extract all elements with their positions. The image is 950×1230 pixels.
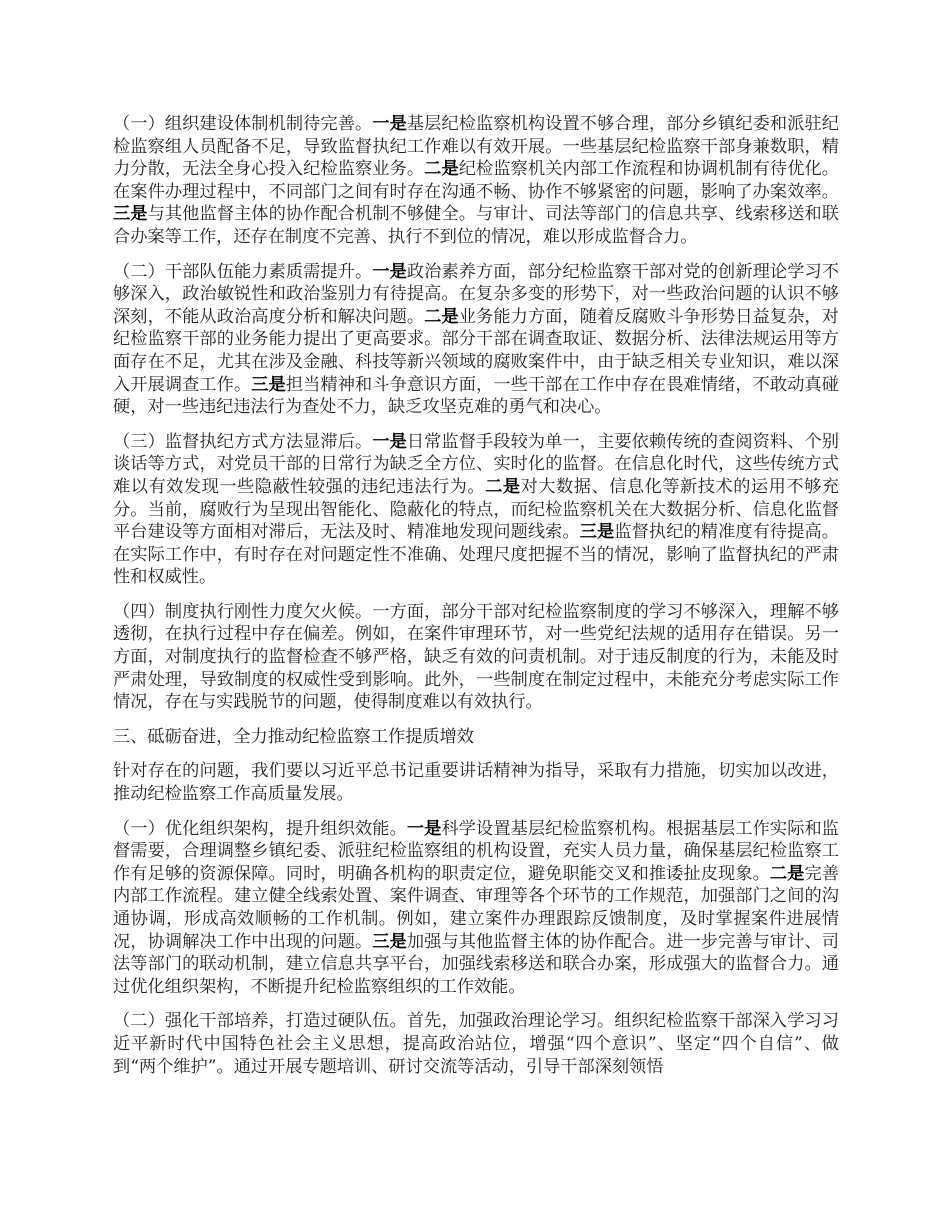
paragraph-supervision-methods <box>113 431 839 589</box>
bold-lead-text: 二是 <box>485 476 521 497</box>
paragraph-org-system <box>113 113 839 249</box>
paragraph-text: （二）干部队伍能力素质需提升。 <box>113 261 373 282</box>
bold-lead-text: 二是 <box>424 159 459 180</box>
paragraph-cadre-ability <box>113 261 839 419</box>
bold-lead-text: 二是 <box>424 306 459 327</box>
bold-lead-text: 一是 <box>372 114 407 134</box>
paragraph-text: 对大数据、信息化等新技术的运用不够充分。当前，腐败行为呈现出智能化、隐蔽化的特点，而纪检监察机关在大数据分析、信息化监督平台建设等方面相对滞后，无法及时、精准地发现问题线索。 <box>113 476 839 543</box>
paragraph-cadre-training <box>113 1010 839 1078</box>
paragraph-text: （二）强化干部培养，打造过硬队伍。首先，加强政治理论学习。组织纪检监察干部深入学习习近平新时代中国特色社会主义思想，提高政治站位，增强“四个意识”、坚定“四个自信”、做到“两个维护”。通过开展专题培训、研讨交流等活动，引导干部深刻领悟 <box>113 1011 839 1077</box>
paragraph-text: （一）优化组织架构，提升组织效能。 <box>113 818 407 839</box>
paragraph-text: 加强与其他监督主体的协作配合。进一步完善与审计、司法等部门的联动机制，建立信息共享平台，加强线索移送和联合办案，形成强大的监督合力。通过优化组织架构，不断提升纪检监察组织的工作效能。 <box>113 931 839 997</box>
bold-lead-text: 三是 <box>251 374 286 395</box>
paragraph-text: 三、砥砺奋进，全力推动纪检监察工作提质增效 <box>113 726 474 747</box>
paragraph-text: 业务能力方面，随着反腐败斗争形势日益复杂，对纪检监察干部的业务能力提出了更高要求。部分干部在调查取证、数据分析、法律法规运用等方面存在不足，尤其在涉及金融、科技等新兴领域的腐败案件中，由于缺乏相关专业知识，难以深入开展调查工作。 <box>113 306 839 395</box>
paragraph-text: 科学设置基层纪检监察机构。根据基层工作实际和监督需要，合理调整乡镇纪委、派驻纪检监察组的机构设置，充实人员力量，确保基层纪检监察工作有足够的资源保障。同时，明确各机构的职责定位，避免职能交叉和推诿扯皮现象。 <box>113 818 839 884</box>
paragraph-text: （四）制度执行刚性力度欠火候。一方面，部分干部对纪检监察制度的学习不够深入，理解不够透彻，在执行过程中存在偏差。例如，在案件审理环节，对一些党纪法规的适用存在错误。另一方面，对制度执行的监督检查不够严格，缺乏有效的问责机制。对于违反制度的行为，未能及时严肃处理，导致制度的权威性受到影响。此外，一些制度在制定过程中，未能充分考虑实际工作情况，存在与实践脱节的问题，使得制度难以有效执行。 <box>113 601 839 713</box>
paragraph-intro <box>113 760 839 805</box>
bold-lead-text: 三是 <box>113 204 148 225</box>
paragraph-system-execution <box>113 601 839 714</box>
bold-lead-text: 一是 <box>406 818 442 839</box>
section-heading <box>113 726 839 749</box>
bold-lead-text: 二是 <box>769 863 805 884</box>
paragraph-text: （三）监督执纪方式方法显滞后。 <box>113 431 373 452</box>
bold-lead-text: 三是 <box>579 522 615 543</box>
paragraph-text: 纪检监察机关内部工作流程和协调机制有待优化。在案件办理过程中，不同部门之间有时存在沟通不畅、协作不够紧密的问题，影响了办案效率。 <box>113 159 839 202</box>
bold-lead-text: 一是 <box>372 431 407 452</box>
paragraph-optimize-org <box>113 818 839 999</box>
paragraph-text: （一）组织建设体制机制待完善。 <box>113 114 373 134</box>
paragraph-text: 完善内部工作流程。建立健全线索处置、案件调查、审理等各个环节的工作规范，加强部门之间的沟通协调，形成高效顺畅的工作机制。例如，建立案件办理跟踪反馈制度，及时掌握案件进展情况，协调解决工作中出现的问题。 <box>113 863 839 952</box>
paragraph-text: 政治素养方面，部分纪检监察干部对党的创新理论学习不够深入，政治敏锐性和政治鉴别力有待提高。在复杂多变的形势下，对一些政治问题的认识不够深刻，不能从政治高度分析和解决问题。 <box>113 261 839 327</box>
paragraph-text: 针对存在的问题，我们要以习近平总书记重要讲话精神为指导，采取有力措施，切实加以改进，推动纪检监察工作高质量发展。 <box>113 761 839 805</box>
paragraph-text: 担当精神和斗争意识方面，一些干部在工作中存在畏难情绪，不敢动真碰硬，对一些违纪违法行为查处不力，缺乏攻坚克难的勇气和决心。 <box>113 374 839 418</box>
paragraph-text: 与其他监督主体的协作配合机制不够健全。与审计、司法等部门的信息共享、线索移送和联合办案等工作，还存在制度不完善、执行不到位的情况，难以形成监督合力。 <box>113 204 839 247</box>
paragraph-text: 基层纪检监察机构设置不够合理，部分乡镇纪委和派驻纪检监察组人员配备不足，导致监督执纪工作难以有效开展。一些基层纪检监察干部身兼数职，精力分散，无法全身心投入纪检监察业务。 <box>113 114 839 180</box>
paragraph-text: 监督执纪的精准度有待提高。在实际工作中，有时存在对问题定性不准确、处理尺度把握不当的情况，影响了监督执纪的严肃性和权威性。 <box>113 522 839 588</box>
bold-lead-text: 三是 <box>372 931 407 952</box>
paragraph-text: 日常监督手段较为单一，主要依赖传统的查阅资料、个别谈话等方式，对党员干部的日常行为缺乏全方位、实时化的监督。在信息化时代，这些传统方式难以有效发现一些隐蔽性较强的违纪违法行为。 <box>113 431 839 497</box>
document-page <box>113 113 839 1090</box>
bold-lead-text: 一是 <box>372 261 407 282</box>
